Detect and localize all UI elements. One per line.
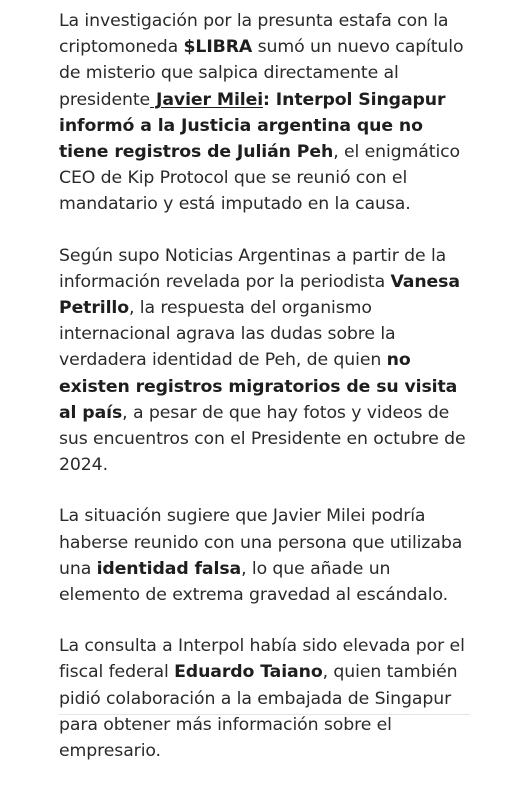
paragraph-2 [59, 243, 469, 479]
p1-highlight: Interpol Singapur informó a la Justicia argentina que no tiene registros de Julián Peh [59, 89, 446, 163]
p2-text-2: , la respuesta del organismo internacional agrava las dudas sobre la verdadera identidad de Peh, de quien [59, 298, 396, 371]
article-body [59, 8, 469, 789]
bottom-divider [59, 714, 470, 715]
p1-text-2: sumó un nuevo capítulo de misterio que salpica directamente al presidente [59, 37, 464, 110]
p1-text-1: La investigación por la presunta estafa con la criptomoneda [59, 11, 449, 58]
p1-colon: : [263, 89, 276, 110]
paragraph-4 [59, 633, 469, 764]
paragraph-3 [59, 503, 469, 608]
p3-highlight: identidad falsa [96, 558, 242, 579]
p2-highlight: no existen registros migratorios de su visita al país [59, 350, 458, 423]
p4-prosecutor-name: Eduardo Taiano [174, 662, 323, 683]
p2-text-3: , a pesar de que hay fotos y videos de sus encuentros con el Presidente en octubre de 2024. [59, 402, 466, 476]
javier-milei-link[interactable]: Javier Milei [150, 89, 264, 110]
p1-token-name: $LIBRA [183, 37, 253, 58]
p4-text-1: La consulta a Interpol había sido elevada por el fiscal federal [59, 636, 465, 683]
p4-text-2: , quien también pidió colaboración a la embajada de Singapur para obtener más información sobre el empresario. [59, 662, 458, 762]
paragraph-1 [59, 8, 469, 218]
p1-text-3: , el enigmático CEO de Kip Protocol que se reunió con el mandatario y está imputado en la causa. [59, 142, 461, 215]
p2-text-1: Según supo Noticias Argentinas a partir de la información revelada por la periodista [59, 245, 447, 292]
p3-text-1: La situación sugiere que Javier Milei podría haberse reunido con una persona que utilizaba una [59, 506, 463, 579]
p3-text-2: , lo que añade un elemento de extrema gravedad al escándalo. [59, 558, 449, 606]
p2-journalist-name: Vanesa Petrillo [59, 271, 460, 319]
